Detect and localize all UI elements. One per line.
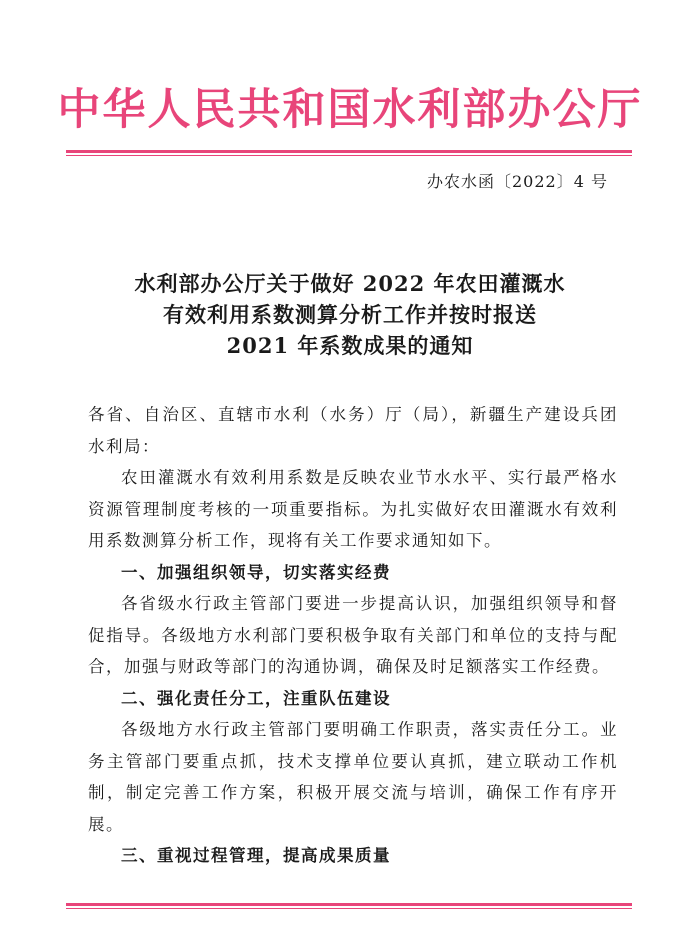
section-heading: 二、强化责任分工，注重队伍建设 bbox=[121, 688, 391, 708]
notice-title-line: 2021 年系数成果的通知 bbox=[226, 333, 474, 358]
intro-paragraph: 农田灌溉水有效利用系数是反映农业节水水平、实行最严格水资源管理制度考核的一项重要指标。为扎实做好农田灌溉水有效利用系数测算分析工作，现将有关工作要求通知如下。 bbox=[88, 468, 618, 550]
letterhead-divider-thin bbox=[66, 155, 632, 156]
footer-divider bbox=[66, 903, 632, 906]
section-heading: 一、加强组织领导，切实落实经费 bbox=[121, 562, 391, 582]
notice-title-line: 水利部办公厅关于做好 2022 年农田灌溉水 bbox=[134, 271, 566, 296]
notice-title-line: 有效利用系数测算分析工作并按时报送 bbox=[163, 302, 537, 327]
section-heading: 三、重视过程管理，提高成果质量 bbox=[121, 846, 391, 865]
section-paragraph: 各省级水行政主管部门要进一步提高认识，加强组织领导和督促指导。各级地方水利部门要积极争取有关部门和单位的支持与配合，加强与财政等部门的沟通协调，确保及时足额落实工作经费。 bbox=[88, 594, 618, 676]
footer-divider-thin bbox=[66, 908, 632, 909]
notice-title bbox=[80, 268, 620, 361]
salutation: 各省、自治区、直辖市水利（水务）厅（局），新疆生产建设兵团水利局： bbox=[88, 405, 618, 456]
document-body bbox=[88, 399, 618, 872]
letterhead-divider bbox=[66, 150, 632, 153]
document-number: 办农水函〔2022〕4 号 bbox=[427, 172, 608, 191]
letterhead-title: 中华人民共和国水利部办公厅 bbox=[57, 85, 643, 135]
section-paragraph: 各级地方水行政主管部门要明确工作职责，落实责任分工。业务主管部门要重点抓，技术支撑单位要认真抓，建立联动工作机制，制定完善工作方案，积极开展交流与培训，确保工作有序开展。 bbox=[88, 720, 618, 834]
